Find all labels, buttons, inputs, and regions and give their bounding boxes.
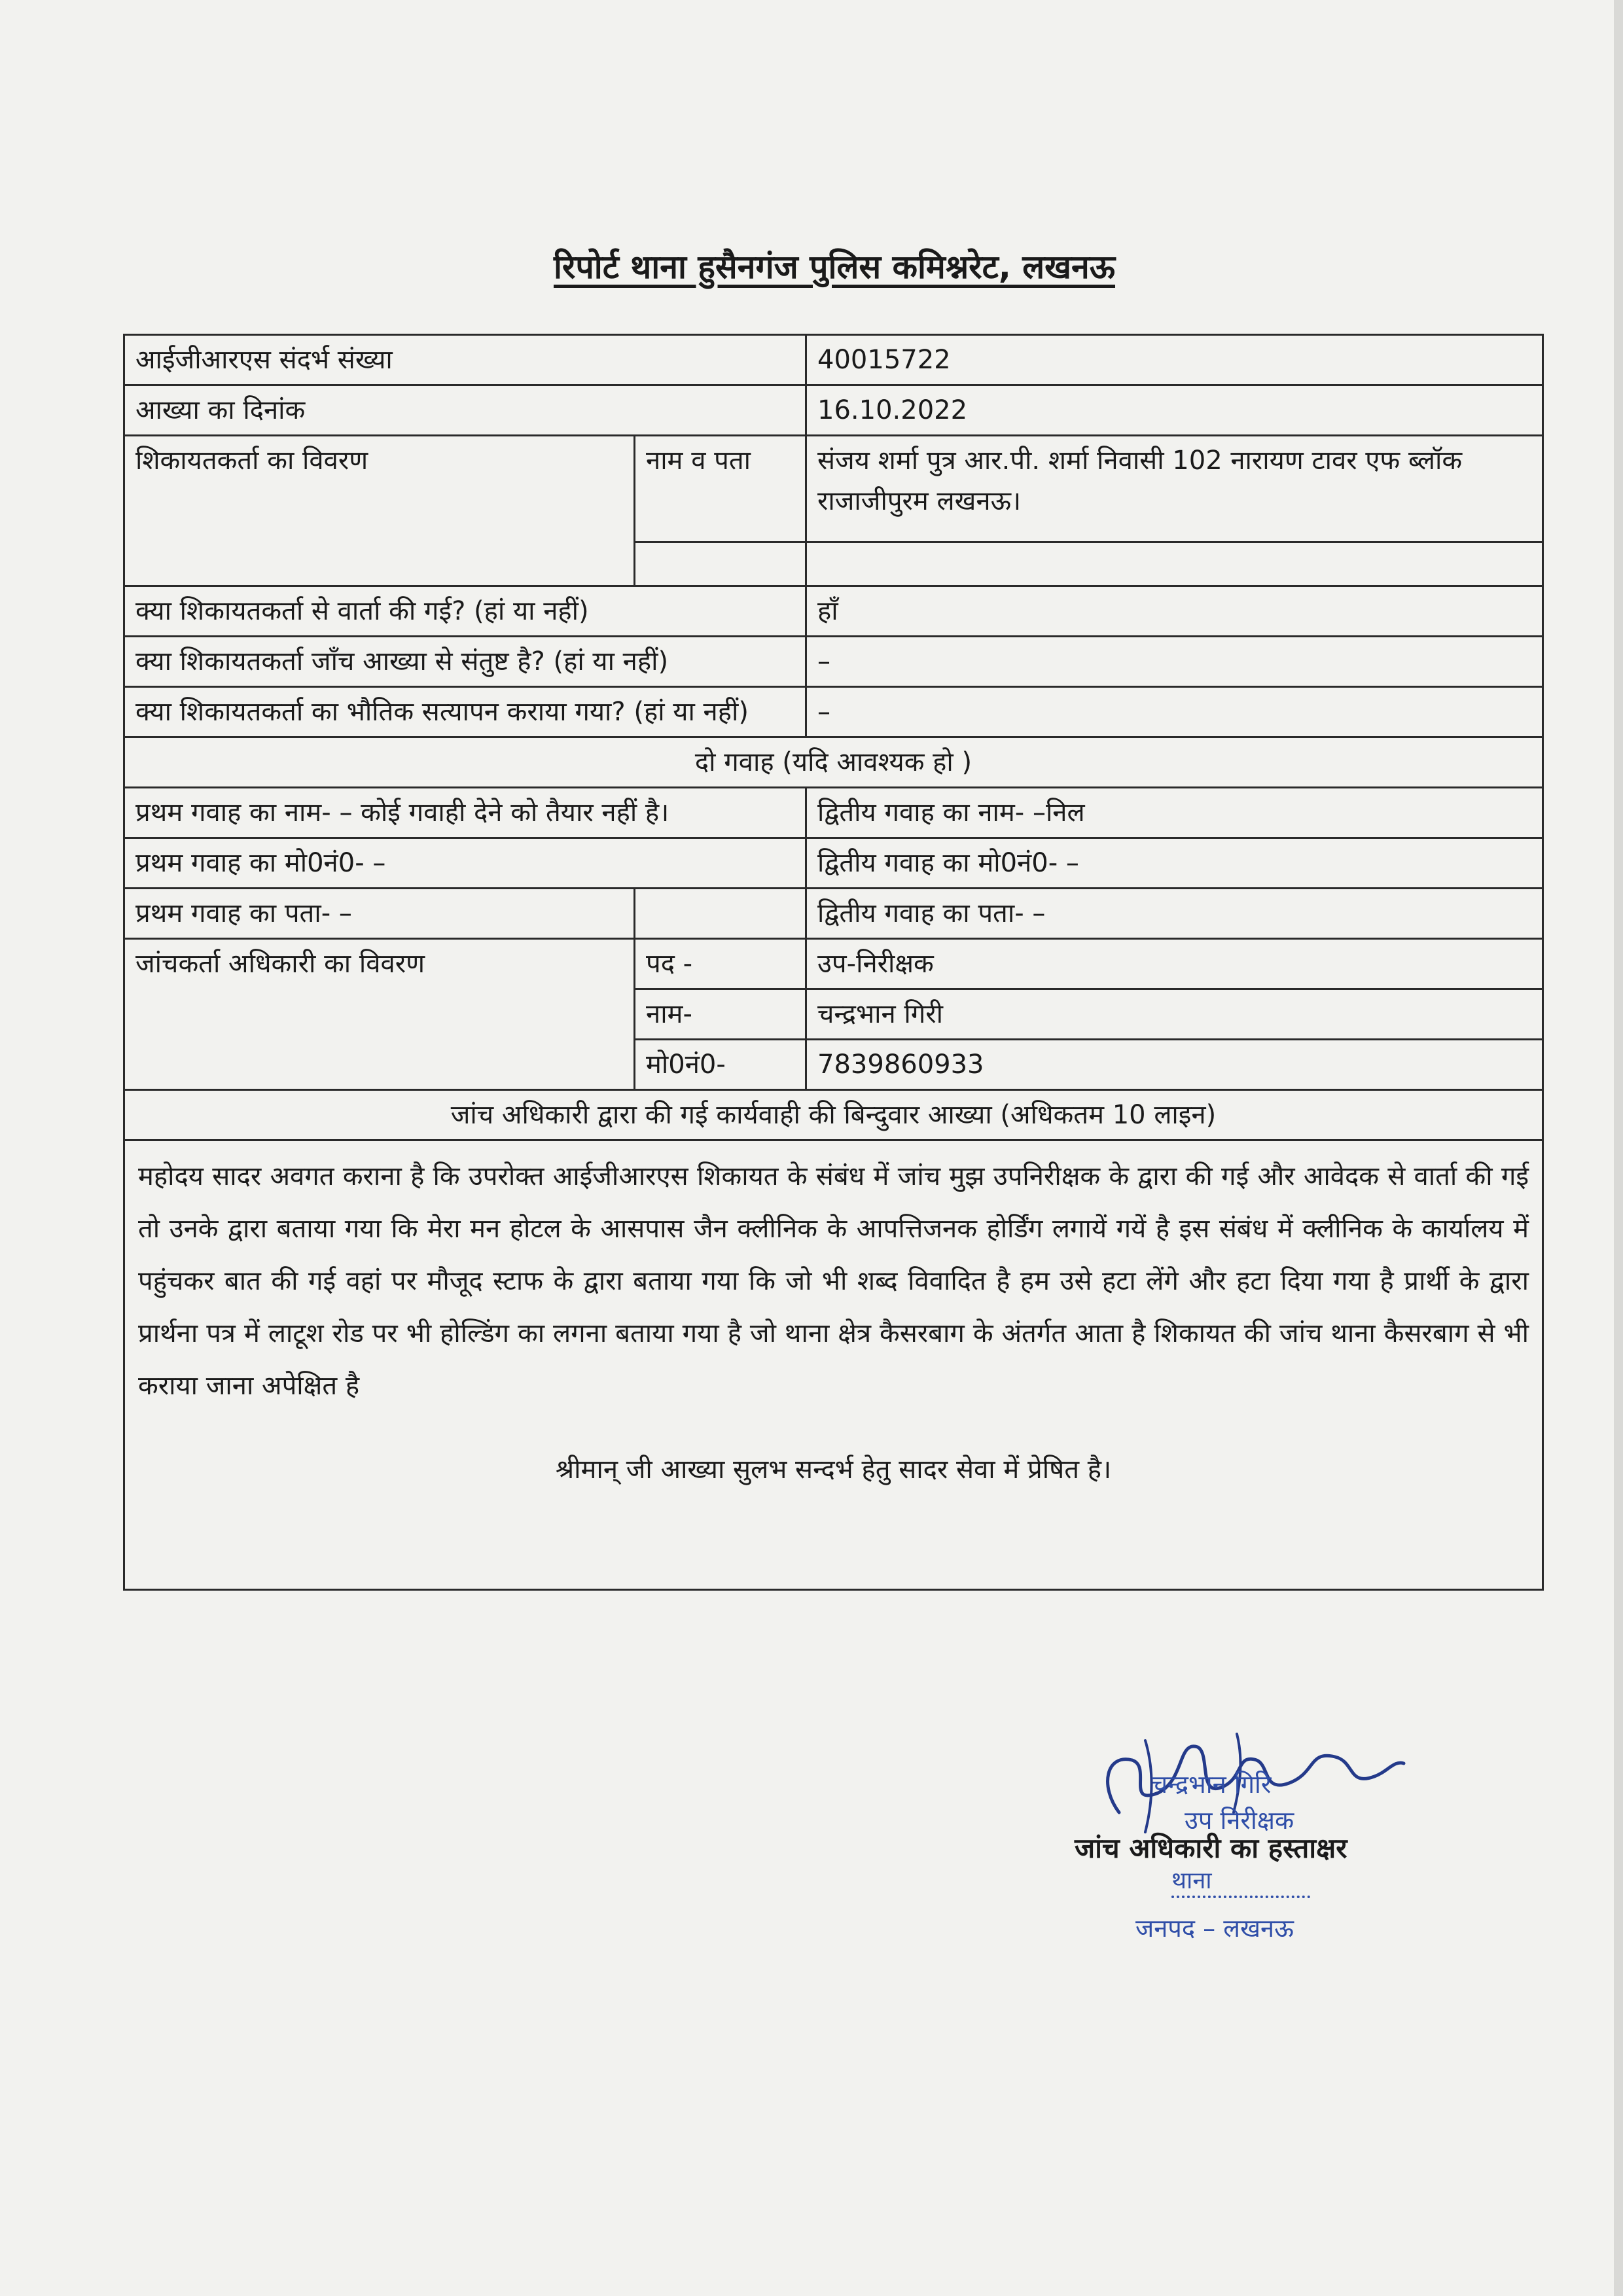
witness-name-row (124, 788, 1543, 838)
date-label: आख्या का दिनांक (124, 385, 806, 436)
signature-label: जांच अधिकारी का हस्ताक्षर (1075, 1832, 1347, 1864)
complainant-row (124, 436, 1543, 542)
page-edge (1614, 0, 1623, 2296)
talked-label: क्या शिकायतकर्ता से वार्ता की गई? (हां या नहीं) (124, 586, 806, 637)
post-value: उप-निरीक्षक (806, 939, 1543, 989)
witness-header: दो गवाह (यदि आवश्यक हो ) (124, 737, 1543, 788)
report-title: रिपोर्ट थाना हुसैनगंज पुलिस कमिश्नरेट, लखनऊ (553, 248, 1116, 286)
witness-mobile-row (124, 838, 1543, 889)
igrs-row (124, 335, 1543, 385)
officer-label: जांचकर्ता अधिकारी का विवरण (124, 939, 635, 1090)
officer-post-row (124, 939, 1543, 989)
verified-label: क्या शिकायतकर्ता का भौतिक सत्यापन कराया गया? (हां या नहीं) (124, 687, 806, 737)
officer-mobile-value: 7839860933 (806, 1040, 1543, 1090)
stamp-district: जनपद – लखनऊ (1135, 1914, 1294, 1943)
igrs-label: आईजीआरएस संदर्भ संख्या (124, 335, 806, 385)
officer-name-label: नाम- (635, 989, 806, 1040)
blank-cell (635, 889, 806, 939)
post-label: पद - (635, 939, 806, 989)
report-table (123, 334, 1544, 1591)
witness2-address: द्वितीय गवाह का पता- – (806, 889, 1543, 939)
action-header-row (124, 1090, 1543, 1140)
talked-row (124, 586, 1543, 637)
officer-mobile-label: मो0नं0- (635, 1040, 806, 1090)
verified-row (124, 687, 1543, 737)
igrs-value: 40015722 (806, 335, 1543, 385)
narrative-row (124, 1140, 1543, 1590)
stamp-officer-rank: उप निरीक्षक (1185, 1806, 1294, 1835)
action-header: जांच अधिकारी द्वारा की गई कार्यवाही की बिन्दुवार आख्या (अधिकतम 10 लाइन) (124, 1090, 1543, 1140)
verified-value: – (806, 687, 1543, 737)
witness-header-row (124, 737, 1543, 788)
blank-cell (635, 542, 806, 586)
witness2-name: द्वितीय गवाह का नाम- –निल (806, 788, 1543, 838)
complainant-label: शिकायतकर्ता का विवरण (124, 436, 635, 586)
witness-address-row (124, 889, 1543, 939)
name-address-value: संजय शर्मा पुत्र आर.पी. शर्मा निवासी 102 नारायण टावर एफ ब्लॉक राजाजीपुरम लखनऊ। (806, 436, 1543, 542)
date-value: 16.10.2022 (806, 385, 1543, 436)
stamp-officer-name: चन्द्रभान गिरि (1152, 1770, 1272, 1799)
narrative-cell (124, 1140, 1543, 1590)
narrative-body: महोदय सादर अवगत कराना है कि उपरोक्त आईजीआरएस शिकायत के संबंध में जांच मुझ उपनिरीक्षक के द्वारा की गई और आवेदक से वार्ता की गई तो उनके द्वारा बताया गया कि मेरा मन होटल के आसपास जैन क्लीनिक के आपत्तिजनक होर्डिंग लगायें गयें है इस संबंध में क्लीनिक के कार्यालय में पहुंचकर बात की गई वहां पर मौजूद स्टाफ के द्वारा बताया गया कि जो भी शब्द विवादित है हम उसे हटा लेंगे और हटा दिया गया है प्रार्थी के द्वारा प्रार्थना पत्र में लाटूश रोड पर भी होल्डिंग का लगना बताया गया है जो थाना क्षेत्र कैसरबाग के अंतर्गत आता है शिकायत की जांच थाना कैसरबाग से भी कराया जाना अपेक्षित है (138, 1161, 1529, 1401)
narrative-closing: श्रीमान् जी आख्या सुलभ सन्दर्भ हेतु सादर सेवा में प्रेषित है। (555, 1455, 1112, 1485)
officer-name-value: चन्द्रभान गिरी (806, 989, 1543, 1040)
satisfied-label: क्या शिकायतकर्ता जाँच आख्या से संतुष्ट है? (हां या नहीं) (124, 637, 806, 687)
date-row (124, 385, 1543, 436)
witness2-mobile: द्वितीय गवाह का मो0नं0- – (806, 838, 1543, 889)
satisfied-value: – (806, 637, 1543, 687)
satisfied-row (124, 637, 1543, 687)
stamp-thana: थाना (1171, 1863, 1310, 1898)
witness1-mobile: प्रथम गवाह का मो0नं0- – (124, 838, 806, 889)
name-address-label: नाम व पता (635, 436, 806, 542)
blank-cell (806, 542, 1543, 586)
witness1-name: प्रथम गवाह का नाम- – कोई गवाही देने को तैयार नहीं है। (124, 788, 806, 838)
talked-value: हाँ (806, 586, 1543, 637)
witness1-address: प्रथम गवाह का पता- – (124, 889, 635, 939)
signature-block (1060, 1714, 1427, 2028)
